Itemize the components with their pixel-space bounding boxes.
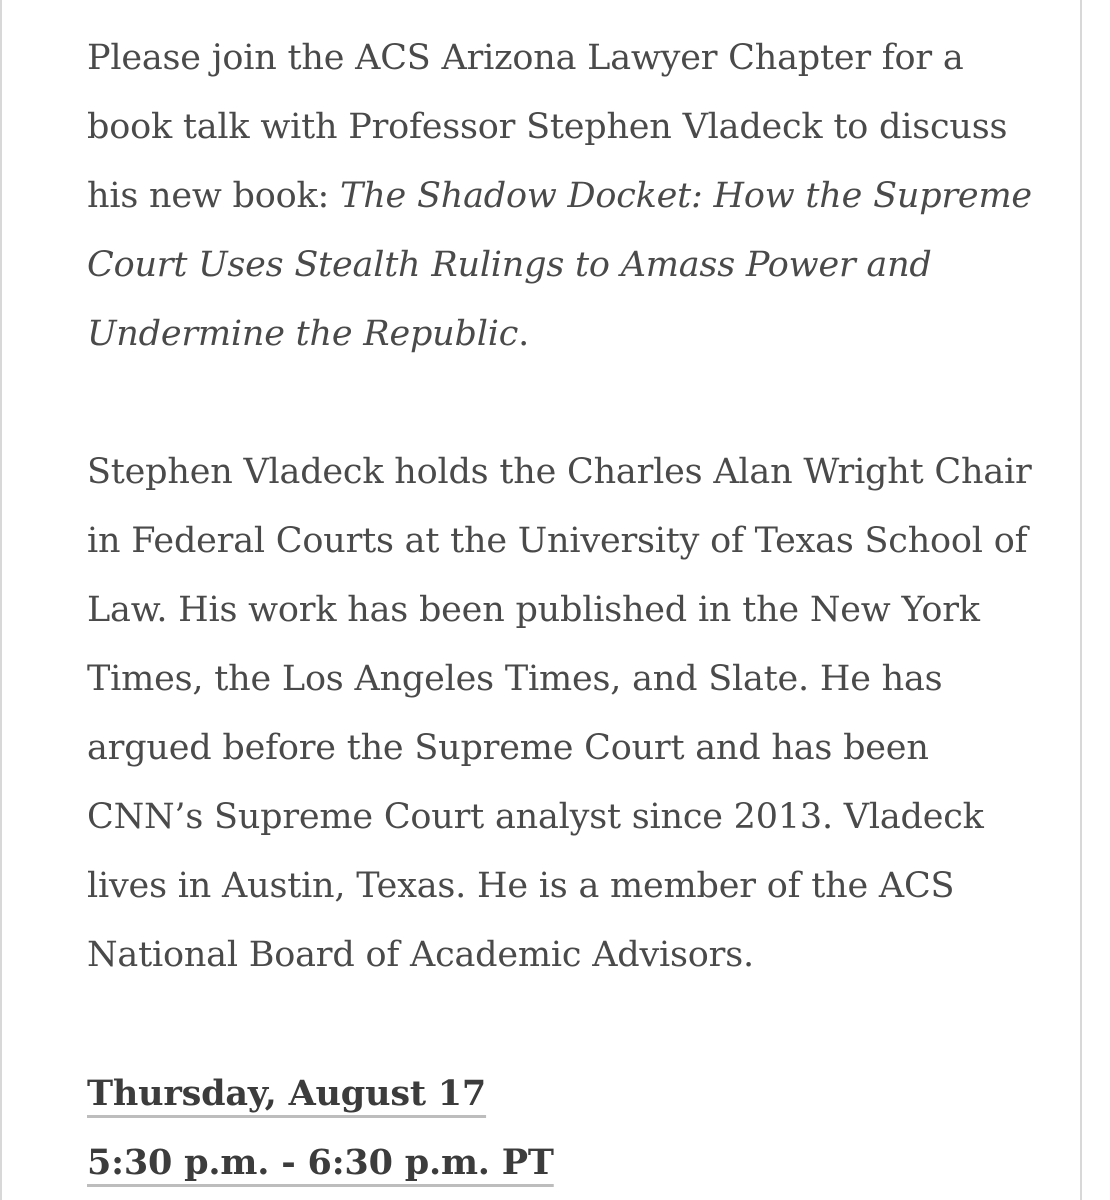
right-border (1080, 0, 1082, 1200)
bio-paragraph: Stephen Vladeck holds the Charles Alan Wright Chair in Federal Courts at the University of Texas School of Law. His work has been published in the New York Times, the Los Angeles Times, and Slate. He has argued before the Supreme Court and has been CNN’s Supreme Court analyst since 2013. Vladeck lives in Austin, Texas. He is a member of the ACS National Board of Academic Advisors. (87, 452, 1032, 975)
event-time-link[interactable]: 5:30 p.m. - 6:30 p.m. PT (87, 1142, 554, 1183)
intro-lead-text: Please join the ACS Arizona Lawyer Chapter for a book talk with Professor Stephen Vladeck to discuss his new book: (87, 38, 1008, 216)
book-title: The Shadow Docket: How the Supreme Court Uses Stealth Rulings to Amass Power and Undermine the Republic (87, 176, 1032, 354)
paragraph-spacer (87, 369, 1047, 438)
event-description (87, 24, 1047, 1197)
intro-tail-text: . (518, 314, 530, 354)
event-date-link[interactable]: Thursday, August 17 (87, 1073, 487, 1114)
event-time[interactable] (87, 1128, 1047, 1197)
event-date[interactable] (87, 1059, 1047, 1128)
left-border (0, 0, 2, 1200)
intro-paragraph (87, 24, 1047, 369)
paragraph-spacer (87, 990, 1047, 1059)
